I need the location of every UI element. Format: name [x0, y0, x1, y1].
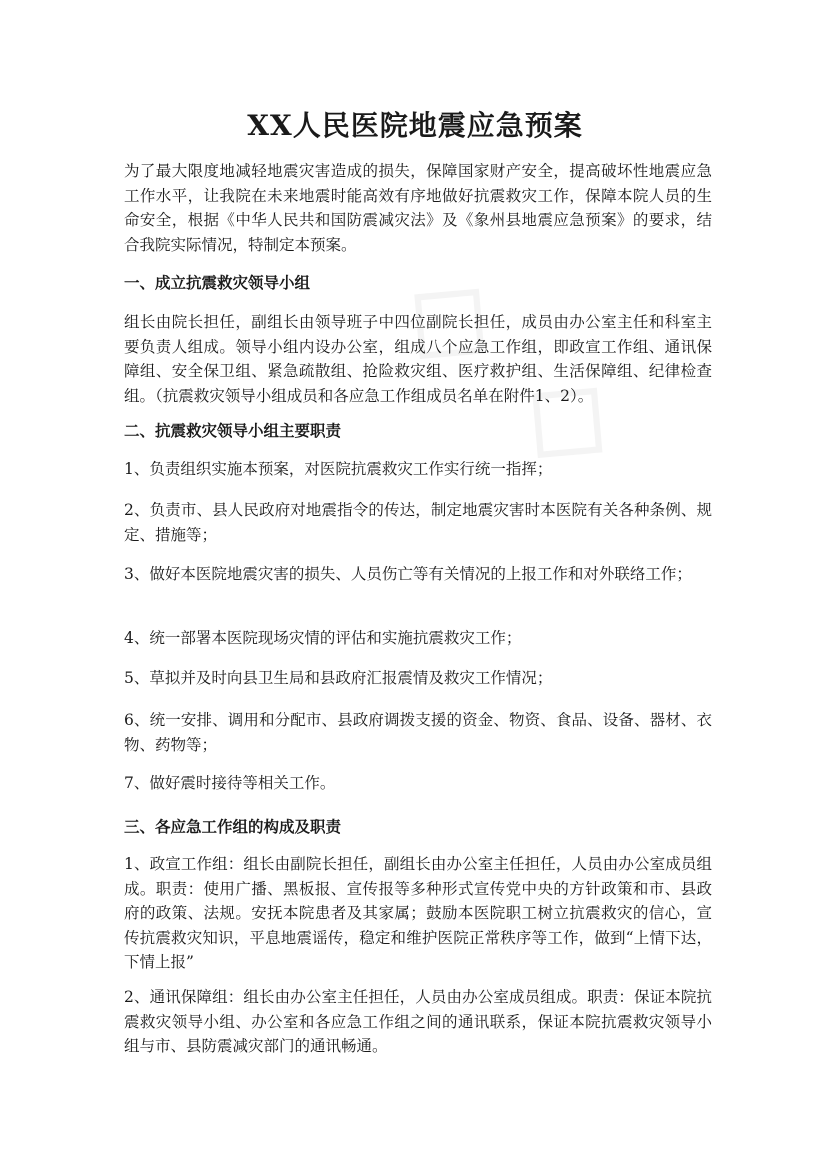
intro-paragraph: 为了最大限度地减轻地震灾害造成的损失，保障国家财产安全，提高破坏性地震应急工作水平，让我院在未来地震时能高效有序地做好抗震救灾工作，保障本院人员的生命安全，根据《中华人民共和国防震减灾法》及《象州县地震应急预案》的要求，结合我院实际情况，特制定本预案。: [124, 162, 712, 254]
section-3-item-2: 2、通讯保障组：组长由办公室主任担任，人员由办公室成员组成。职责：保证本院抗震救灾领导小组、办公室和各应急工作组之间的通讯联系，保证本院抗震救灾领导小组与市、县防震减灾部门的通讯畅通。: [124, 988, 712, 1055]
section-3-heading: 三、各应急工作组的构成及职责: [124, 818, 342, 836]
section-2-item-5: 5、草拟并及时向县卫生局和县政府汇报震情及救灾工作情况；: [124, 669, 553, 687]
section-2-item-7: 7、做好震时接待等相关工作。: [124, 774, 336, 792]
section-2-item-4: 4、统一部署本医院现场灾情的评估和实施抗震救灾工作；: [124, 629, 522, 647]
section-1-heading: 一、成立抗震救灾领导小组: [124, 274, 311, 292]
section-2-heading: 二、抗震救灾领导小组主要职责: [124, 422, 342, 440]
section-2-item-6: 6、统一安排、调用和分配市、县政府调拨支援的资金、物资、食品、设备、器材、衣物、药物等；: [124, 711, 712, 754]
section-1-paragraph: 组长由院长担任，副组长由领导班子中四位副院长担任，成员由办公室主任和科室主要负责人组成。领导小组内设办公室，组成八个应急工作组，即政宣工作组、通讯保障组、安全保卫组、紧急疏散组、抢险救灾组、医疗救护组、生活保障组、纪律检查组。（抗震救灾领导小组成员和各应急工作组成员名单在附件1、2）。: [124, 313, 712, 405]
section-2-item-1: 1、负责组织实施本预案，对医院抗震救灾工作实行统一指挥；: [124, 460, 553, 478]
document-title: XX人民医院地震应急预案: [247, 109, 583, 142]
section-2-item-2: 2、负责市、县人民政府对地震指令的传达，制定地震灾害时本医院有关各种条例、规定、措施等；: [124, 501, 712, 544]
section-2-item-3: 3、做好本医院地震灾害的损失、人员伤亡等有关情况的上报工作和对外联络工作；: [124, 565, 692, 583]
section-3-item-1: 1、政宣工作组：组长由副院长担任，副组长由办公室主任担任，人员由办公室成员组成。职责：使用广播、黑板报、宣传报等多种形式宣传党中央的方针政策和市、县政府的政策、法规。安抚本院患者及其家属；鼓励本医院职工树立抗震救灾的信心，宣传抗震救灾知识，平息地震谣传，稳定和维护医院正常秩序等工作，做到“上情下达，下情上报”: [124, 855, 712, 971]
